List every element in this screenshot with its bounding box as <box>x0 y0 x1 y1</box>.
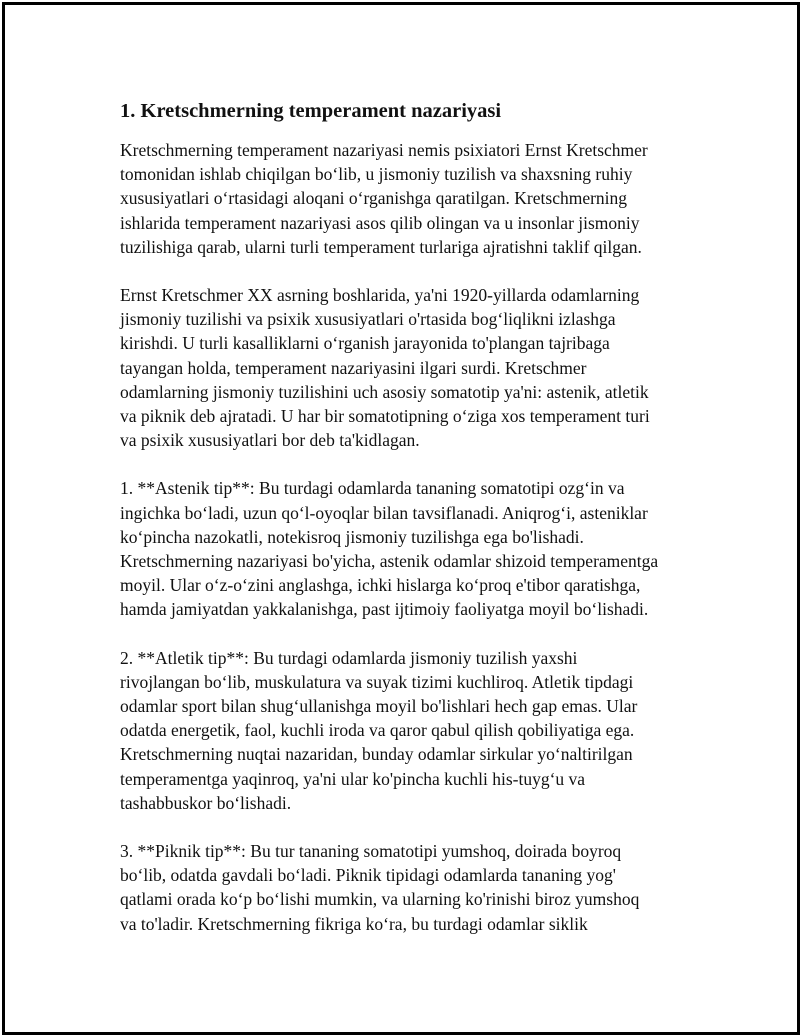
text-line: va to'ladir. Kretschmerning fikriga ko‘ra, bu turdagi odamlar siklik <box>120 913 588 934</box>
text-line: 3. **Piknik tip**: Bu tur tananing somatotipi yumshoq, doirada boyroq <box>120 841 622 862</box>
text-line: moyil. Ular o‘z-o‘zini anglashga, ichki hislarga ko‘proq e'tibor qaratishga, <box>120 575 641 596</box>
text-line: xususiyatlari o‘rtasidagi aloqani o‘rganishga qaratilgan. Kretschmerning <box>120 188 628 209</box>
document-body <box>120 98 700 960</box>
paragraph-history <box>120 283 700 452</box>
text-line: va psixik xususiyatlari bor deb ta'kidlagan. <box>120 430 420 451</box>
text-line: tomonidan ishlab chiqilgan bo‘lib, u jismoniy tuzilish va shaxsning ruhiy <box>120 164 633 185</box>
paragraph-atletik <box>120 646 700 815</box>
text-line: kirishdi. U turli kasalliklarni o‘rganish jarayonida to'plangan tajribaga <box>120 333 610 354</box>
text-line: Kretschmerning nazariyasi bo'yicha, astenik odamlar shizoid temperamentga <box>120 551 659 572</box>
text-line: odamlarning jismoniy tuzilishini uch asosiy somatotip ya'ni: astenik, atletik <box>120 381 649 402</box>
text-line: qatlami orada ko‘p bo‘lishi mumkin, va ularning ko'rinishi biroz yumshoq <box>120 889 640 910</box>
page-border <box>2 2 800 1035</box>
text-line: Ernst Kretschmer XX asrning boshlarida, ya'ni 1920-yillarda odamlarning <box>120 285 640 306</box>
text-line: temperamentga yaqinroq, ya'ni ular ko'pincha kuchli his-tuyg‘u va <box>120 768 586 789</box>
text-line: va piknik deb ajratadi. U har bir somatotipning o‘ziga xos temperament turi <box>120 406 650 427</box>
text-line: bo‘lib, odatda gavdali bo‘ladi. Piknik tipidagi odamlarda tananing yog' <box>120 865 616 886</box>
text-line: rivojlangan bo‘lib, muskulatura va suyak tizimi kuchliroq. Atletik tipdagi <box>120 671 634 692</box>
text-line: odamlar sport bilan shug‘ullanishga moyil bo'lishlari hech gap emas. Ular <box>120 696 638 717</box>
text-line: 2. **Atletik tip**: Bu turdagi odamlarda jismoniy tuzilish yaxshi <box>120 647 578 668</box>
text-line: odatda energetik, faol, kuchli iroda va qaror qabul qilish qobiliyatiga ega. <box>120 720 635 741</box>
document-title: 1. Kretschmerning temperament nazariyasi <box>120 100 502 122</box>
text-line: tashabbuskor bo‘lishadi. <box>120 792 292 813</box>
text-line: Kretschmerning nuqtai nazaridan, bunday odamlar sirkular yo‘naltirilgan <box>120 744 633 765</box>
text-line: hamda jamiyatdan yakkalanishga, past ijtimoiy faoliyatga moyil bo‘lishadi. <box>120 599 649 620</box>
text-line: tuzilishiga qarab, ularni turli temperament turlariga ajratishni taklif qilgan. <box>120 236 642 257</box>
text-line: jismoniy tuzilishi va psixik xususiyatlari o'rtasida bog‘liqlikni izlashga <box>120 309 616 330</box>
text-line: ishlarida temperament nazariyasi asos qilib olingan va u insonlar jismoniy <box>120 212 640 233</box>
text-line: 1. **Astenik tip**: Bu turdagi odamlarda tananing somatotipi ozg‘in va <box>120 478 625 499</box>
text-line: Kretschmerning temperament nazariyasi nemis psixiatori Ernst Kretschmer <box>120 140 648 160</box>
text-line: ingichka bo‘ladi, uzun qo‘l-oyoqlar bilan tavsiflanadi. Aniqrog‘i, asteniklar <box>120 502 648 523</box>
text-line: ko‘pincha nazokatli, notekisroq jismoniy tuzilishga ega bo'lishadi. <box>120 526 584 547</box>
paragraph-astenik <box>120 476 700 621</box>
text-line: tayangan holda, temperament nazariyasini ilgari surdi. Kretschmer <box>120 357 587 378</box>
paragraph-piknik <box>120 839 700 936</box>
paragraph-intro <box>120 138 700 259</box>
